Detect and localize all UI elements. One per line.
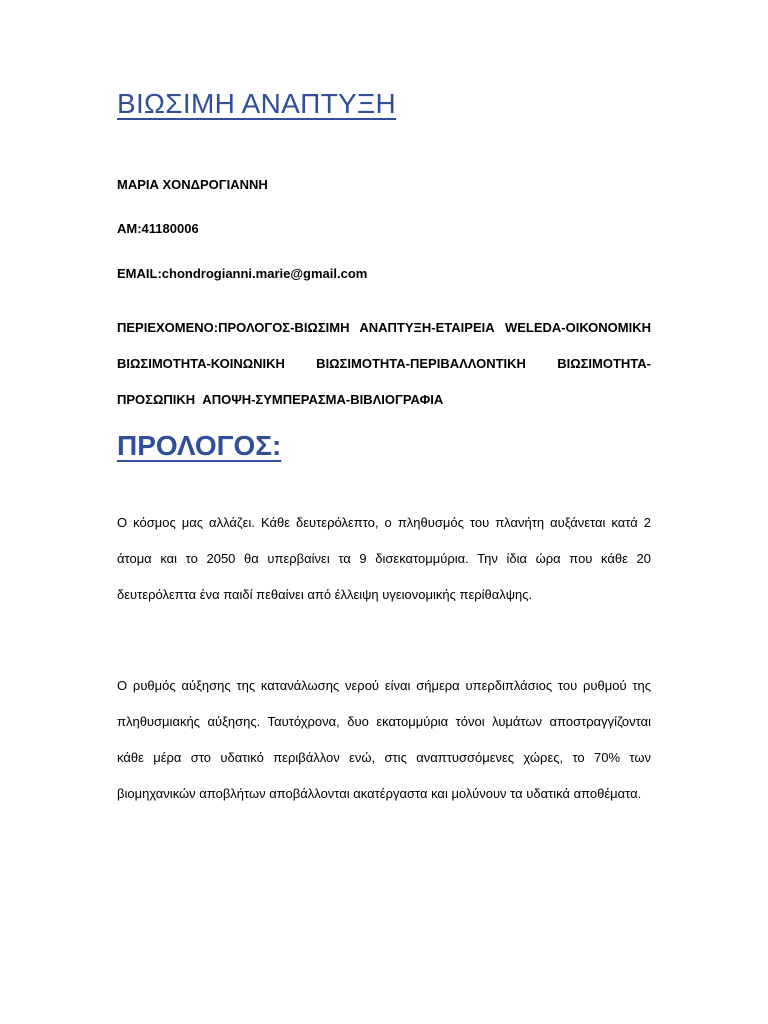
paragraph: Ο κόσμος μας αλλάζει. Κάθε δευτερόλεπτο, ο πληθυσμός του πλανήτη αυξάνεται κατά 2 άτομα και το 2050 θα υπερβαίνει τα 9 δισεκατομμύρια. Την ίδια ώρα που κάθε 20 δευτερόλεπτα ένα παιδί πεθαίνει από έλλειψη υγειονομικής περίθαλψης. [117,515,651,602]
document-title: ΒΙΩΣΙΜΗ ΑΝΑΠΤΥΞΗ [117,88,397,119]
table-of-contents: ΠΕΡΙΕΧΟΜΕΝΟ:ΠΡΟΛΟΓΟΣ-ΒΙΩΣΙΜΗ ΑΝΑΠΤΥΞΗ-ΕΤΑΙΡΕΙΑ WELEDA-ΟΙΚΟΝΟΜΙΚΗ ΒΙΩΣΙΜΟΤΗΤΑ-ΚΟΙΝΩΝΙΚΗ ΒΙΩΣΙΜΟΤΗΤΑ-ΠΕΡΙΒΑΛΛΟΝΤΙΚΗ ΒΙΩΣΙΜΟΤΗΤΑ-ΠΡΟΣΩΠΙΚΗ ΑΠΟΨΗ-ΣΥΜΠΕΡΑΣΜΑ-ΒΙΒΛΙΟΓΡΑΦΙΑ [117,320,651,407]
email-line: EMAIL:chondrogianni.marie@gmail.com [117,266,368,281]
paragraph: Ο ρυθμός αύξησης της κατανάλωσης νερού είναι σήμερα υπερδιπλάσιος του ρυθμού της πληθυσμιακής αύξησης. Ταυτόχρονα, δυο εκατομμύρια τόνοι λυμάτων αποστραγγίζονται κάθε μέρα στο υδατικό περιβάλλον ενώ, στις αναπτυσσόμενες χώρες, το 70% των βιομηχανικών αποβλήτων αποβάλλονται ακατέργαστα και μολύνουν τα υδατικά αποθέματα. [117,678,651,801]
section-heading-prologue: ΠΡΟΛΟΓΟΣ: [117,430,282,461]
author-name: ΜΑΡΙΑ ΧΟΝΔΡΟΓΙΑΝΝΗ [117,177,268,192]
student-id: ΑΜ:41180006 [117,221,199,236]
